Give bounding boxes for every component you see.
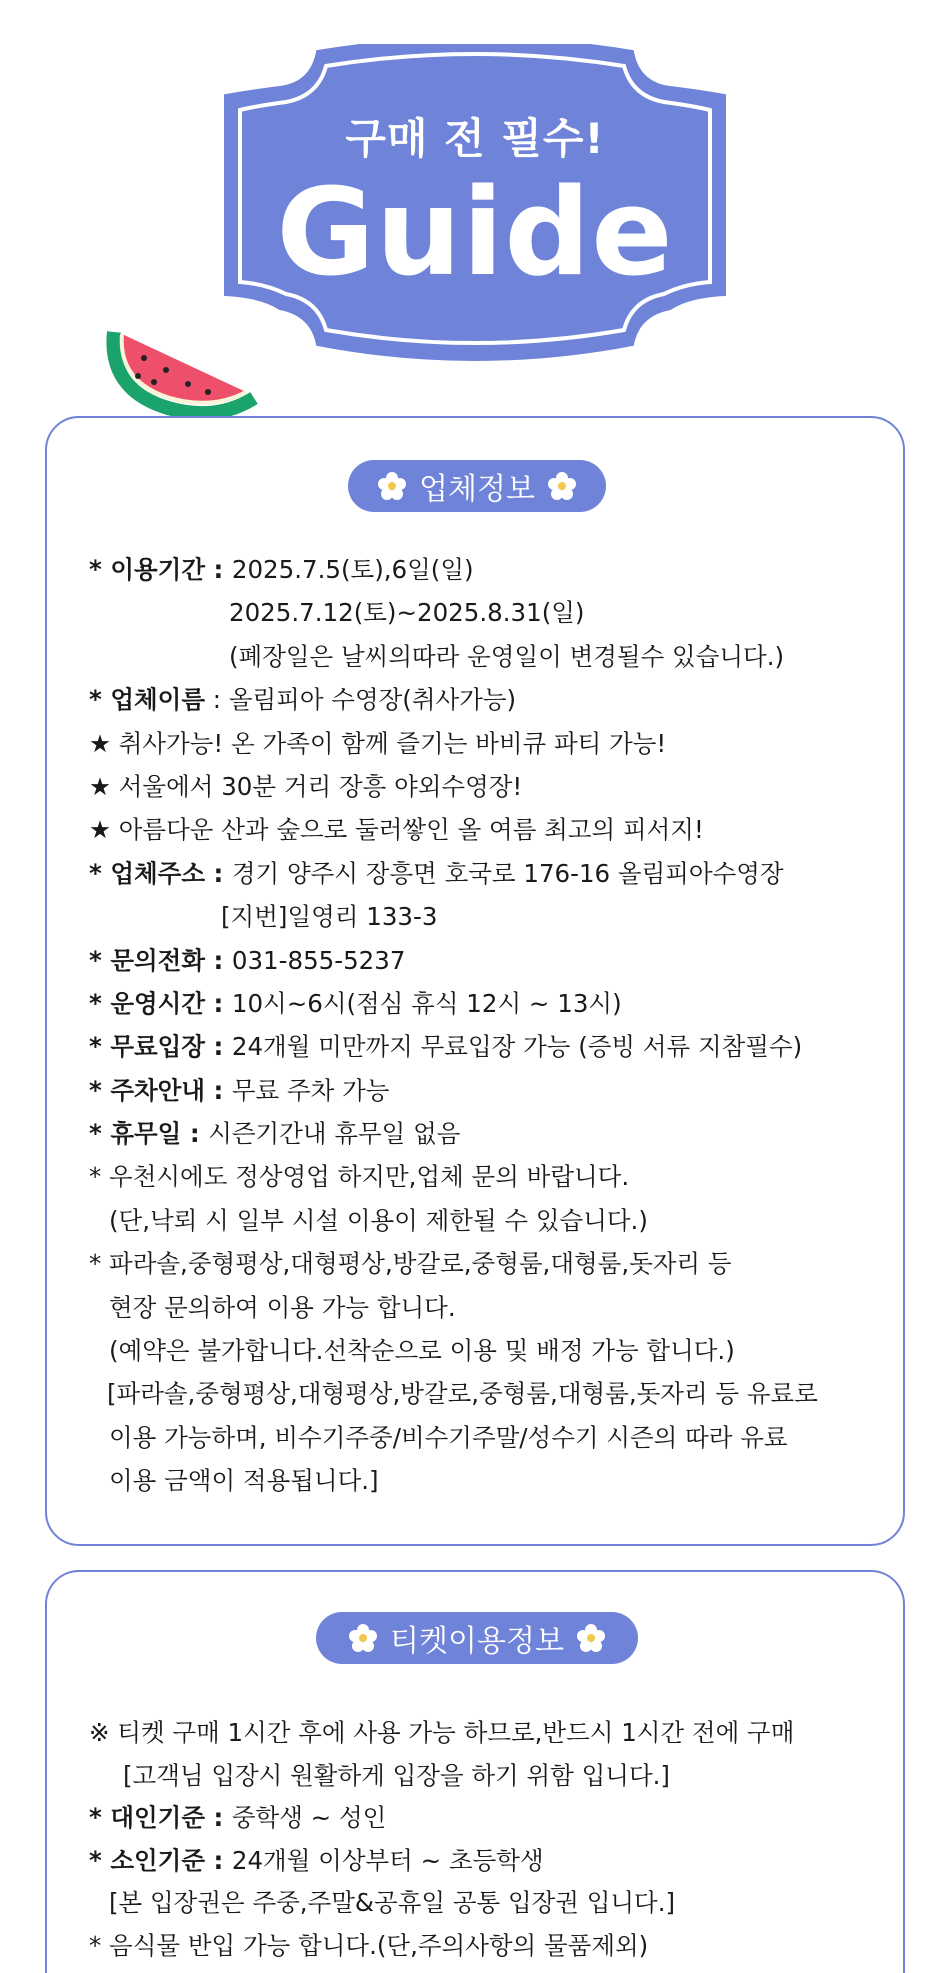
info-label: * 주차안내 : — [89, 1075, 232, 1105]
info-line — [89, 1069, 883, 1112]
badge-subtitle: 구매 전 필수! — [345, 114, 605, 163]
info-value: ★ 서울에서 30분 거리 장흥 야외수영장! — [89, 771, 523, 801]
ticket-line — [89, 1925, 883, 1968]
info-line — [89, 635, 883, 678]
ticket-line — [89, 1712, 883, 1755]
info-line — [89, 808, 883, 851]
info-label: * 업체이름 — [89, 685, 206, 715]
info-line — [89, 939, 883, 982]
ticket-line — [89, 1755, 883, 1798]
info-line — [89, 895, 883, 938]
ticket-value: ※ 티켓 구매 1시간 후에 사용 가능 하므로,반드시 1시간 전에 구매 — [89, 1718, 795, 1747]
info-value: 10시~6시(점심 휴식 12시 ~ 13시) — [231, 988, 622, 1018]
ticket-line — [89, 1882, 883, 1925]
info-value: * 파라솔,중형평상,대형평상,방갈로,중형룸,대형룸,돗자리 등 — [89, 1249, 732, 1279]
info-value: [지번]일영리 133-3 — [221, 902, 438, 932]
info-line — [89, 1112, 883, 1155]
info-value: 이용 가능하며, 비수기주중/비수기주말/성수기 시즌의 따라 유료 — [109, 1422, 788, 1452]
ticket-value: [고객님 입장시 원활하게 입장을 하기 위함 입니다.] — [123, 1760, 670, 1790]
badge-title: Guide — [276, 164, 674, 303]
company-info-heading-label: 업체정보 — [419, 472, 535, 507]
info-value: 031-855-5237 — [231, 945, 406, 975]
info-value: 2025.7.12(토)~2025.8.31(일) — [229, 598, 585, 628]
ticket-line — [89, 1840, 883, 1883]
info-value: : 올림피아 수영장(취사가능) — [205, 685, 517, 715]
flower-icon — [348, 1623, 378, 1653]
info-line — [89, 1025, 883, 1068]
info-value: 경기 양주시 장흥면 호국로 176-16 올림피아수영장 — [231, 858, 784, 888]
info-label: * 문의전화 : — [89, 945, 232, 975]
info-line — [89, 591, 883, 634]
ticket-value: 24개월 이상부터 ~ 초등학생 — [231, 1845, 544, 1875]
info-value: 이용 금액이 적용됩니다.] — [109, 1466, 379, 1496]
info-line — [89, 1372, 883, 1415]
info-value: * 우천시에도 정상영업 하지만,업체 문의 바랍니다. — [89, 1162, 630, 1192]
info-label: * 무료입장 : — [89, 1032, 232, 1062]
company-info-heading — [348, 460, 606, 512]
info-value: ★ 취사가능! 온 가족이 함께 즐기는 바비큐 파티 가능! — [89, 728, 667, 758]
ticket-info-heading — [316, 1612, 638, 1664]
ticket-label: * 소인기준 : — [89, 1845, 232, 1875]
info-line — [89, 548, 883, 591]
info-line — [89, 852, 883, 895]
info-line — [89, 1329, 883, 1372]
info-line — [89, 1155, 883, 1198]
info-value: 2025.7.5(토),6일(일) — [231, 555, 474, 584]
ticket-value: * 음식물 반입 가능 합니다.(단,주의사항의 물품제외) — [89, 1930, 649, 1960]
flower-icon — [547, 471, 577, 501]
info-label: * 휴무일 : — [89, 1119, 209, 1149]
info-label: * 운영시간 : — [89, 988, 232, 1018]
ticket-info-card — [45, 1570, 905, 1973]
ticket-value: [본 입장권은 주중,주말&공휴일 공통 입장권 입니다.] — [109, 1888, 676, 1917]
info-label: * 이용기간 : — [89, 555, 232, 584]
info-label: * 업체주소 : — [89, 858, 232, 888]
flower-icon — [377, 471, 407, 501]
info-value: 시즌기간내 휴무일 없음 — [208, 1119, 461, 1149]
info-line — [89, 982, 883, 1025]
guide-badge — [218, 44, 732, 376]
info-line — [89, 1459, 883, 1502]
info-value: 24개월 미만까지 무료입장 가능 (증빙 서류 지참필수) — [231, 1032, 803, 1062]
info-line — [89, 765, 883, 808]
info-line — [89, 678, 883, 721]
info-line — [89, 1242, 883, 1285]
info-value: 현장 문의하여 이용 가능 합니다. — [109, 1292, 456, 1322]
flower-icon — [576, 1623, 606, 1653]
info-value: (폐장일은 날씨의따라 운영일이 변경될수 있습니다.) — [229, 641, 785, 671]
info-line — [89, 1286, 883, 1329]
info-value: 무료 주차 가능 — [231, 1075, 390, 1105]
info-line — [89, 722, 883, 765]
ticket-info-heading-label: 티켓이용정보 — [390, 1624, 564, 1659]
watermelon-icon — [104, 322, 264, 422]
info-value: (예약은 불가합니다.선착순으로 이용 및 배정 가능 합니다.) — [109, 1336, 735, 1366]
ticket-label: * 대인기준 : — [89, 1803, 232, 1832]
ticket-info-list — [89, 1712, 883, 1967]
company-info-list — [89, 548, 883, 1503]
info-value: ★ 아름다운 산과 숲으로 둘러쌓인 올 여름 최고의 피서지! — [89, 815, 704, 845]
info-line — [89, 1199, 883, 1242]
ticket-value: 중학생 ~ 성인 — [231, 1803, 387, 1832]
info-value: (단,낙뢰 시 일부 시설 이용이 제한될 수 있습니다.) — [109, 1205, 648, 1235]
info-line — [89, 1416, 883, 1459]
ticket-line — [89, 1797, 883, 1840]
company-info-card — [45, 416, 905, 1546]
info-value: [파라솔,중형평상,대형평상,방갈로,중형룸,대형룸,돗자리 등 유료로 — [107, 1379, 818, 1409]
